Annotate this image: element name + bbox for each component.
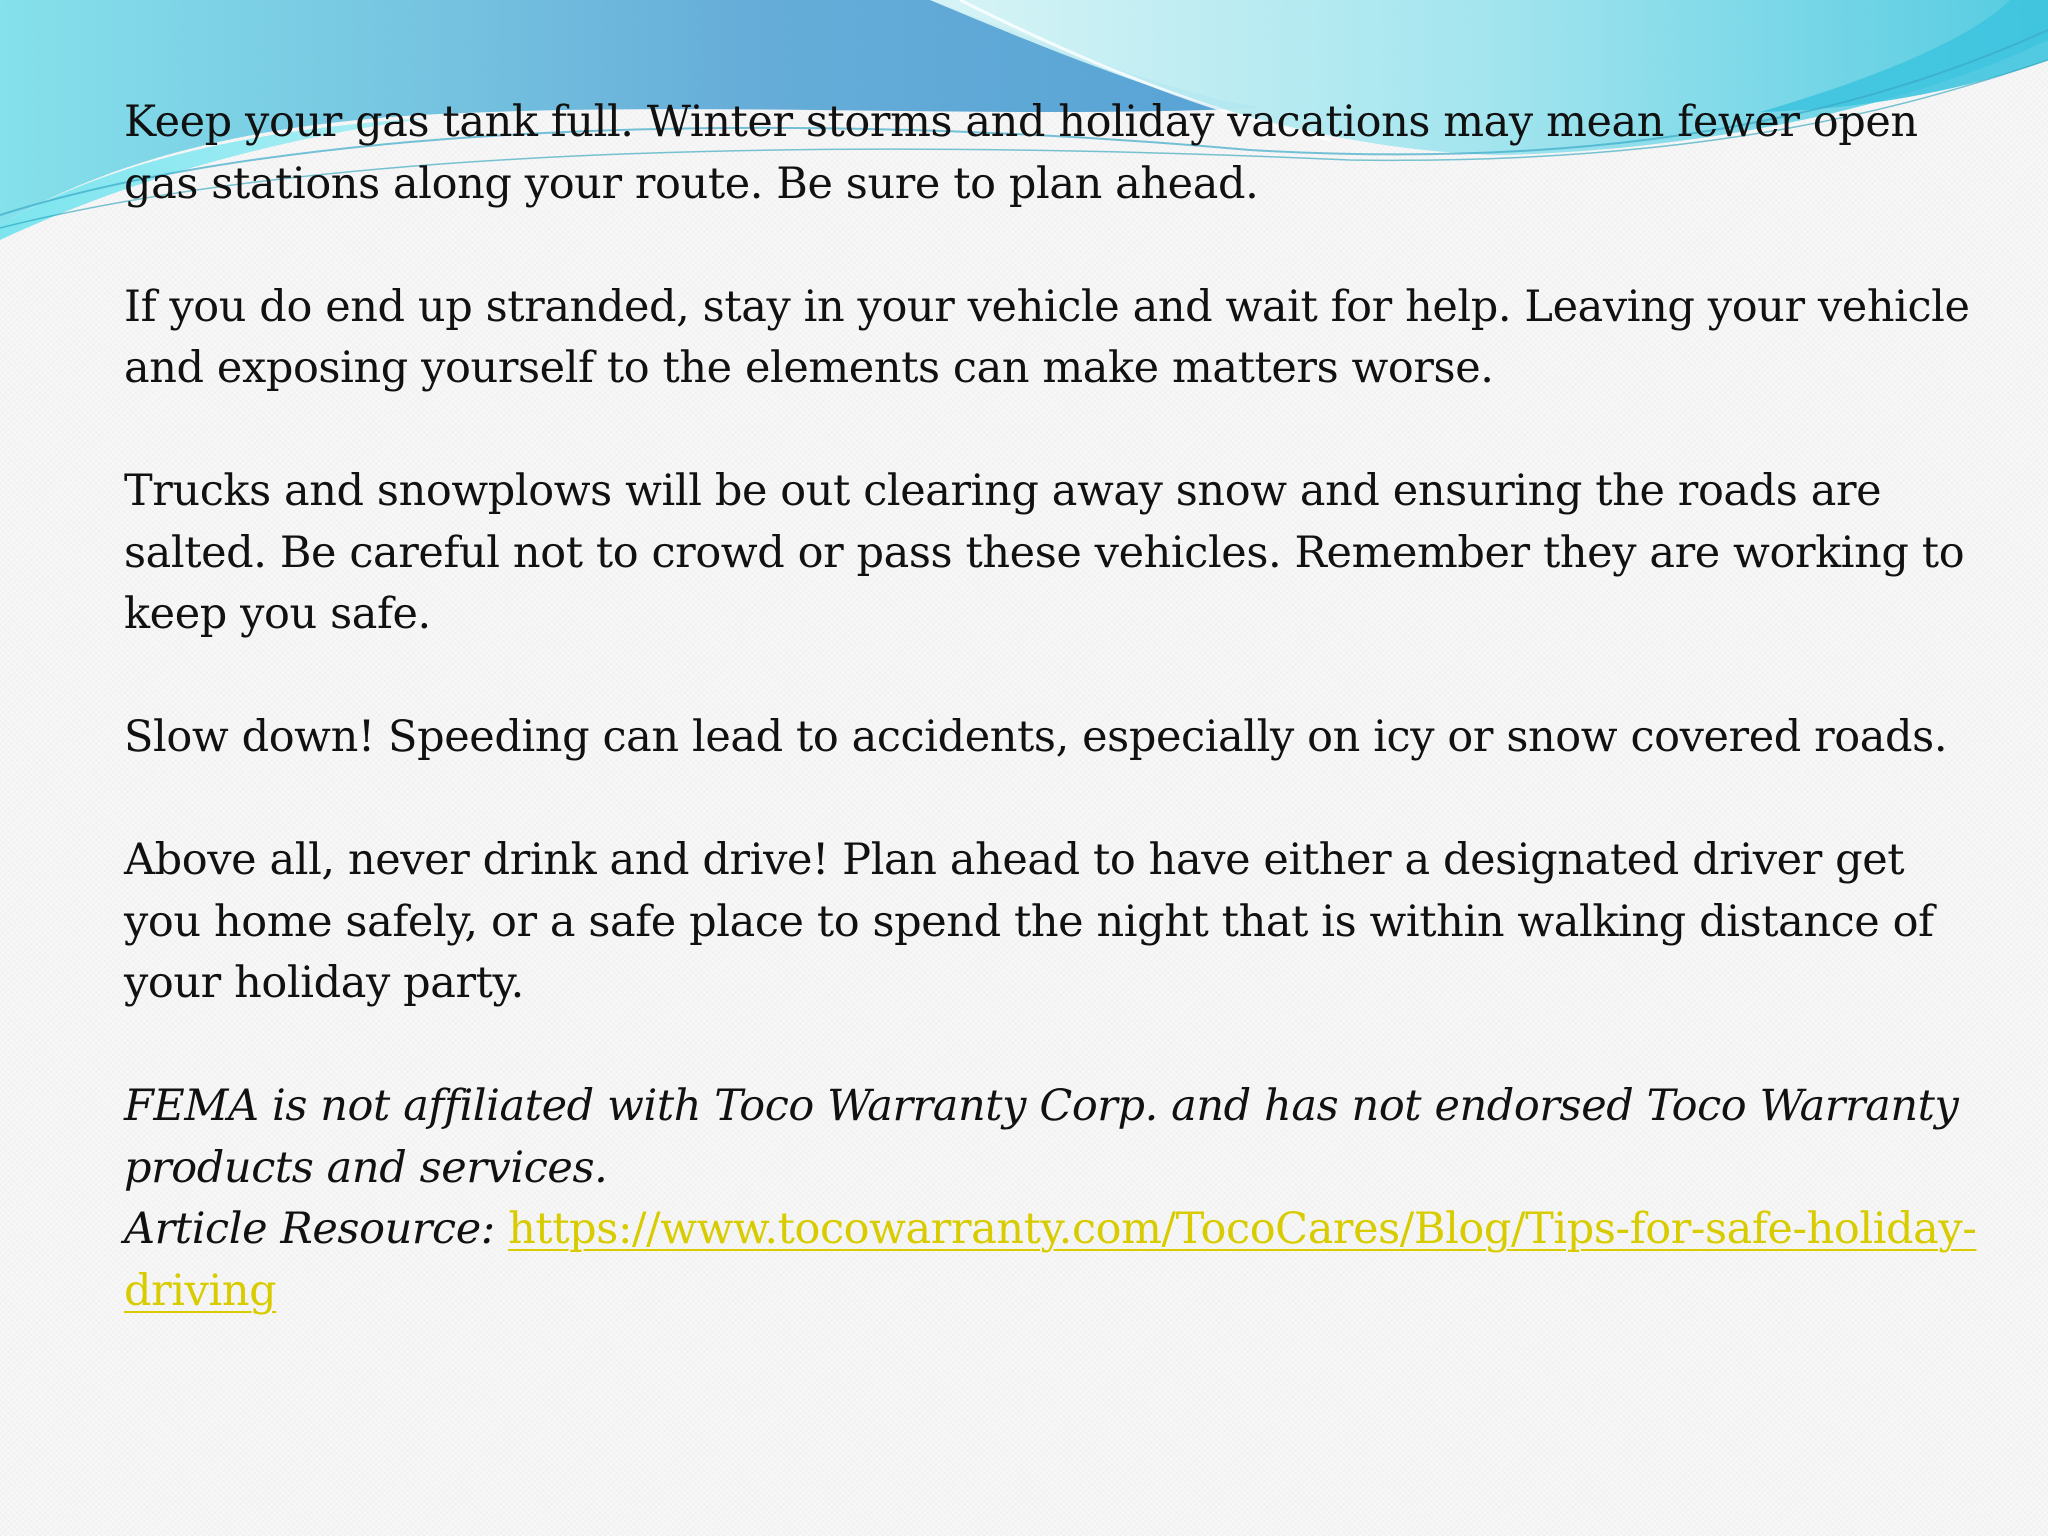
- article-resource-link[interactable]: https://www.tocowarranty.com/TocoCares/Blog/Tips-for-safe-holiday-driving: [124, 1204, 1977, 1316]
- fema-disclaimer: FEMA is not affiliated with Toco Warranty Corp. and has not endorsed Toco Warranty products and services.: [124, 1081, 1959, 1193]
- tip-snowplows: Trucks and snowplows will be out clearing away snow and ensuring the roads are salted. Be careful not to crowd or pass these vehicles. Remember they are working to keep you safe.: [124, 466, 1965, 639]
- tip-stranded: If you do end up stranded, stay in your vehicle and wait for help. Leaving your vehicle and exposing yourself to the elements can make matters worse.: [124, 281, 1970, 393]
- article-resource-label: Article Resource:: [124, 1204, 509, 1254]
- tip-slow-down: Slow down! Speeding can lead to accidents, especially on icy or snow covered roads.: [124, 712, 1948, 762]
- tip-drink-drive: Above all, never drink and drive! Plan ahead to have either a designated driver get you home safely, or a safe place to spend the night that is within walking distance of your holiday party.: [124, 835, 1934, 1008]
- article-resource: [124, 1199, 1984, 1322]
- tip-gas-tank: Keep your gas tank full. Winter storms and holiday vacations may mean fewer open gas stations along your route. Be sure to plan ahead.: [124, 97, 1918, 209]
- slide-body: [124, 92, 1984, 1322]
